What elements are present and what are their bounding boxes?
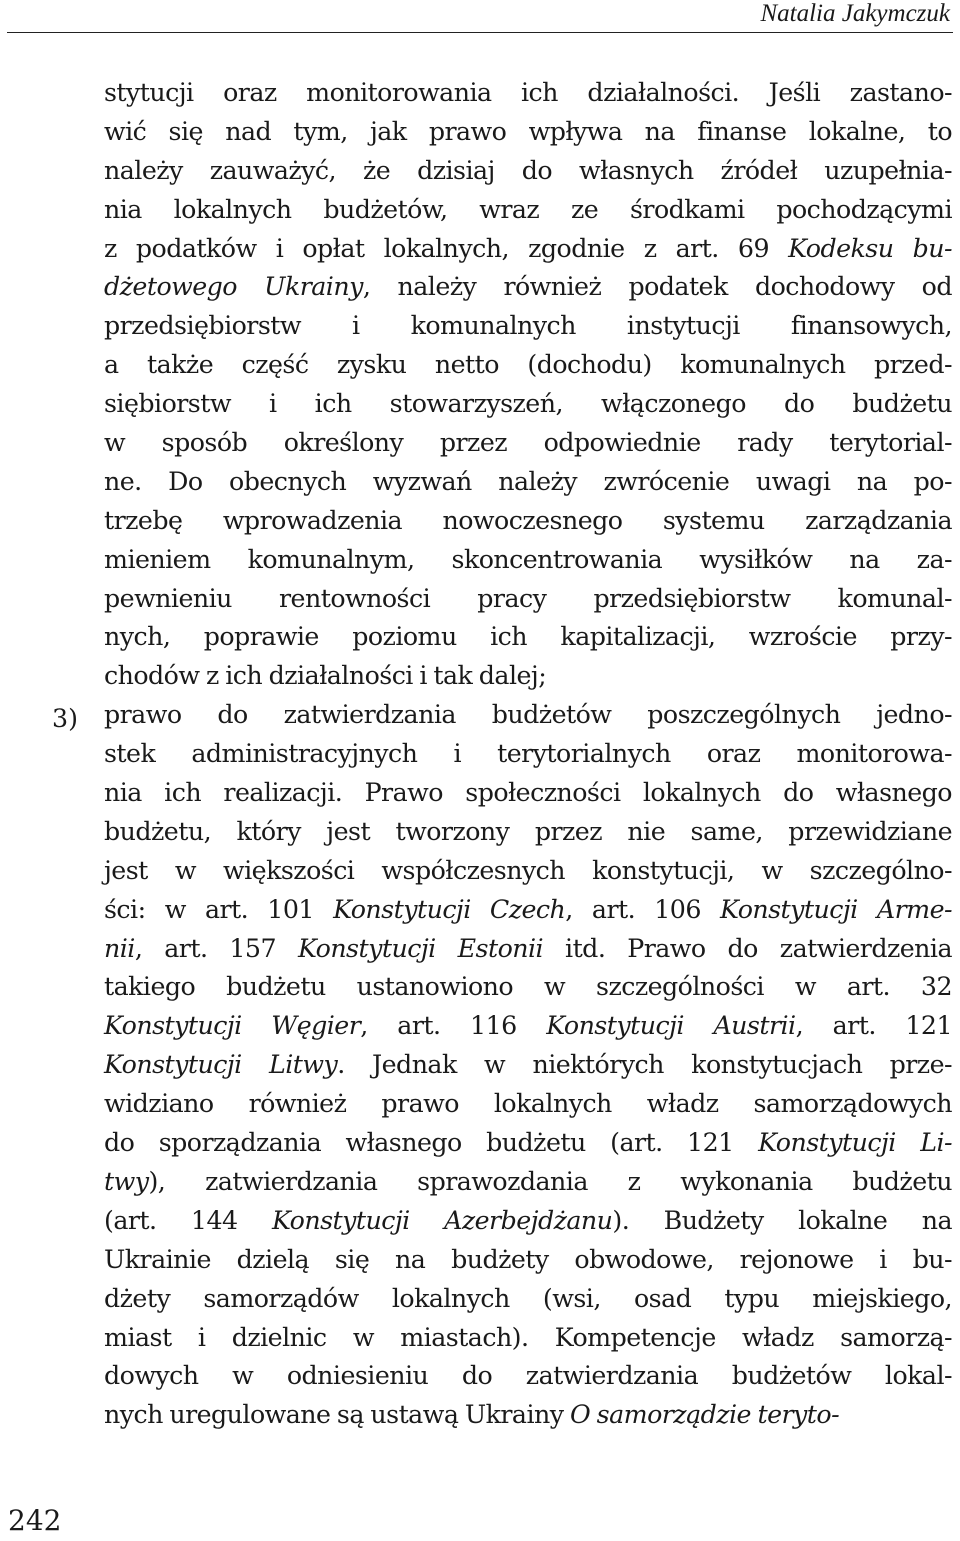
text-line — [104, 930, 952, 969]
text-span: ). Budżety lokalne na — [612, 1205, 953, 1235]
text-line — [104, 891, 952, 930]
text-span: nia ich realizacji. Prawo społeczności lokalnych do własnego — [104, 778, 952, 808]
text-span: nych, poprawie poziomu ich kapitalizacji, wzroście przy- — [104, 622, 952, 652]
text-line — [104, 1124, 952, 1163]
italic-title: Konstytucji Austrii — [546, 1011, 796, 1041]
text-line — [104, 696, 952, 735]
text-span: z podatków i opłat lokalnych, zgodnie z art. 69 — [104, 233, 789, 263]
text-span: prawo do zatwierdzania budżetów poszczególnych jedno- — [104, 700, 952, 730]
text-span: dowych w odniesieniu do zatwierdzania budżetów lokal- — [104, 1361, 952, 1391]
italic-title: O samorządzie teryto- — [569, 1400, 840, 1430]
text-span: nia lokalnych budżetów, wraz ze środkami pochodzącymi — [104, 194, 952, 224]
page-number: 242 — [8, 1504, 62, 1537]
header-rule — [7, 32, 953, 33]
italic-title: Konstytucji Azerbejdżanu — [272, 1205, 613, 1235]
text-span: , należy również podatek dochodowy od — [362, 272, 952, 302]
text-line — [104, 1085, 952, 1124]
text-line — [104, 1007, 952, 1046]
text-span: przedsiębiorstw i komunalnych instytucji finansowych, — [104, 311, 952, 341]
text-span: , art. 157 — [134, 933, 298, 963]
text-line — [104, 1357, 952, 1396]
text-span: , art. 121 — [795, 1011, 952, 1041]
text-line — [104, 618, 952, 657]
text-line — [104, 268, 952, 307]
text-span: chodów z ich działalności i tak dalej; — [104, 661, 547, 691]
text-line — [104, 463, 952, 502]
text-span: trzebę wprowadzenia nowoczesnego systemu zarządzania — [104, 505, 952, 535]
text-span: , art. 106 — [565, 894, 721, 924]
italic-title: Konstytucji Estonii — [297, 933, 544, 963]
page-header — [0, 0, 960, 33]
text-span: ne. Do obecnych wyzwań należy zwrócenie uwagi na po- — [104, 466, 952, 496]
text-line — [104, 657, 952, 696]
text-span: ), zatwierdzania sprawozdania z wykonania budżetu — [148, 1166, 952, 1196]
text-line — [104, 152, 952, 191]
text-line — [104, 580, 952, 619]
italic-title: Konstytucji Li- — [758, 1128, 952, 1158]
text-line — [104, 541, 952, 580]
text-line — [104, 74, 952, 113]
text-line — [104, 230, 952, 269]
text-line — [104, 1280, 952, 1319]
text-span: dżety samorządów lokalnych (wsi, osad typu miejskiego, — [104, 1283, 952, 1313]
text-line — [104, 385, 952, 424]
text-line — [104, 813, 952, 852]
text-span: jest w większości współczesnych konstytucji, w szczególno- — [104, 855, 952, 885]
text-line — [104, 1202, 952, 1241]
text-span: w sposób określony przez odpowiednie rady terytorial- — [104, 428, 952, 458]
text-line — [104, 852, 952, 891]
text-line — [104, 113, 952, 152]
text-span: należy zauważyć, że dzisiaj do własnych źródeł uzupełnia- — [104, 155, 952, 185]
body-text — [104, 74, 952, 1435]
text-line — [104, 1163, 952, 1202]
italic-title: twy — [104, 1166, 149, 1196]
text-span: takiego budżetu ustanowiono w szczególności w art. 32 — [104, 972, 952, 1002]
italic-title: Kodeksu bu- — [788, 233, 952, 263]
text-span: nych uregulowane są ustawą Ukrainy — [104, 1400, 570, 1430]
text-line — [104, 774, 952, 813]
text-line — [104, 1241, 952, 1280]
text-line — [104, 424, 952, 463]
text-span: miast i dzielnic w miastach). Kompetencje władz samorzą- — [104, 1322, 952, 1352]
text-line — [104, 735, 952, 774]
text-line — [104, 191, 952, 230]
text-line — [104, 502, 952, 541]
list-item-number: 3) — [52, 704, 78, 733]
italic-title: nii — [104, 933, 135, 963]
text-span: widziano również prawo lokalnych władz samorządowych — [104, 1089, 952, 1119]
text-span: . Jednak w niektórych konstytucjach prze- — [337, 1050, 952, 1080]
text-span: siębiorstw i ich stowarzyszeń, włączonego do budżetu — [104, 389, 952, 419]
italic-title: Konstytucji Czech — [333, 894, 566, 924]
text-line — [104, 1396, 952, 1435]
text-line — [104, 1046, 952, 1085]
text-span: a także część zysku netto (dochodu) komunalnych przed- — [104, 350, 952, 380]
italic-title: dżetowego Ukrainy — [104, 272, 363, 302]
italic-title: Konstytucji Litwy — [104, 1050, 338, 1080]
text-line — [104, 307, 952, 346]
text-line — [104, 1319, 952, 1358]
text-span: itd. Prawo do zatwierdzenia — [543, 933, 952, 963]
text-span: stytucji oraz monitorowania ich działalności. Jeśli zastano- — [104, 78, 952, 107]
text-span: ści: w art. 101 — [104, 894, 334, 924]
running-header-author: Natalia Jakymczuk — [760, 0, 950, 27]
text-span: wić się nad tym, jak prawo wpływa na finanse lokalne, to — [104, 116, 952, 146]
italic-title: Konstytucji Węgier — [104, 1011, 361, 1041]
text-line — [104, 968, 952, 1007]
text-span: Ukrainie dzielą się na budżety obwodowe, rejonowe i bu- — [104, 1244, 952, 1274]
text-span: stek administracyjnych i terytorialnych oraz monitorowa- — [104, 739, 952, 769]
text-line — [104, 346, 952, 385]
text-span: budżetu, który jest tworzony przez nie same, przewidziane — [104, 816, 952, 846]
text-span: (art. 144 — [104, 1205, 273, 1235]
text-span: do sporządzania własnego budżetu (art. 121 — [104, 1128, 759, 1158]
text-span: mieniem komunalnym, skoncentrowania wysiłków na za- — [104, 544, 952, 574]
text-span: pewnieniu rentowności pracy przedsiębiorstw komunal- — [104, 583, 952, 613]
text-span: , art. 116 — [360, 1011, 547, 1041]
italic-title: Konstytucji Arme- — [720, 894, 952, 924]
